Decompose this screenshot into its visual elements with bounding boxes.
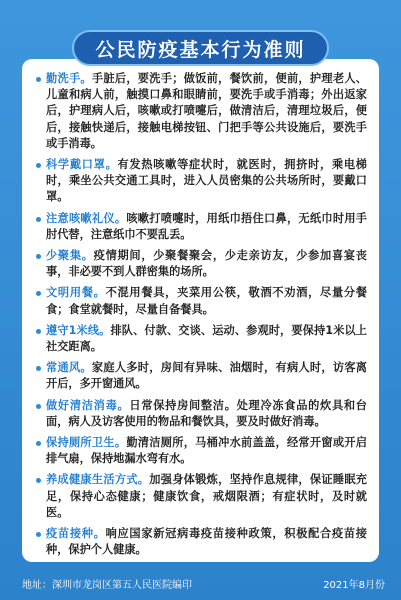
rule-text: 排队、付款、交谈、运动、参观时，要保持1米以上社交距离。 [46, 323, 367, 354]
rule-heading: 常通风。 [46, 361, 92, 375]
rule-heading: 勤洗手。 [46, 72, 92, 85]
rule-heading: 注意咳嗽礼仪。 [46, 211, 127, 225]
bullet-dot-icon [36, 217, 41, 222]
rule-heading: 科学戴口罩。 [46, 158, 118, 172]
rule-text: 疫情期间，少聚餐聚会，少走亲访友，少参加喜宴丧事，非必要不到人群密集的场所。 [46, 249, 367, 279]
bullet-dot-icon [36, 163, 41, 168]
page-title: 公民防疫基本行为准则 [95, 38, 306, 61]
footer-address: 地址：深圳市龙岗区第五人民医院编印 [22, 579, 192, 591]
rules-panel [22, 59, 379, 562]
bullet-dot-icon [36, 77, 41, 82]
rule-text: 加强身体锻炼，坚持作息规律，保证睡眠充足，保持心态健康；健康饮食，戒烟限酒；有症状时，及时就医。 [46, 473, 367, 519]
rule-item [36, 248, 367, 280]
rule-text: 手脏后，要洗手；做饭前，餐饮前，便前，护理老人、儿童和病人前，触摸口鼻和眼睛前，要洗手或手消毒；外出返家后，护理病人后，咳嗽或打喷嚏后，做清洁后，清理垃圾后，便后，接触快递后，接触电梯按钮、门把手等公共设施后，要洗手或手消毒。 [46, 72, 367, 150]
rule-text: 勤清洁厕所，马桶冲水前盖盖，经常开窗或开启排气扇，保持地漏水弯有水。 [46, 436, 367, 466]
bullet-dot-icon [36, 441, 41, 446]
bullet-dot-icon [36, 532, 41, 537]
rule-item [36, 435, 367, 467]
rule-item [36, 360, 367, 392]
rule-heading: 少聚集。 [46, 249, 94, 263]
rule-text: 不混用餐具，夹菜用公筷，敬酒不劝酒，尽量分餐食；食堂就餐时，尽量自备餐具。 [46, 286, 367, 316]
rule-heading: 养成健康生活方式。 [46, 473, 150, 487]
rule-heading: 做好清洁消毒。 [46, 398, 130, 412]
rules-list [36, 71, 367, 558]
rule-text: 响应国家新冠病毒疫苗接种政策，积极配合疫苗接种，保护个人健康。 [46, 527, 367, 557]
bullet-dot-icon [36, 329, 41, 334]
rule-item [36, 398, 367, 430]
rule-heading: 保持厕所卫生。 [46, 436, 127, 450]
rule-text: 日常保持房间整洁。处理冷冻食品的炊具和台面，病人及访客使用的物品和餐饮具，要及时做好消毒。 [46, 398, 367, 428]
rule-item [36, 211, 367, 243]
bullet-dot-icon [36, 291, 41, 296]
bullet-dot-icon [36, 404, 41, 409]
rule-item [36, 157, 367, 206]
rule-heading: 文明用餐。 [46, 286, 106, 300]
rule-text: 家庭人多时，房间有异味、油烟时，有病人时，访客离开后，多开窗通风。 [46, 361, 367, 391]
rule-heading: 遵守1米线。 [46, 323, 111, 337]
rule-heading: 疫苗接种。 [46, 527, 106, 541]
footer-date: 2021年8月份 [323, 579, 385, 591]
rule-item [36, 472, 367, 521]
bullet-dot-icon [36, 254, 41, 259]
rule-item [36, 323, 367, 355]
footer [0, 566, 401, 600]
rule-text: 有发热咳嗽等症状时，就医时，拥挤时，乘电梯时，乘坐公共交通工具时，进入人员密集的公共场所时，要戴口罩。 [46, 158, 367, 204]
title-banner [72, 30, 329, 66]
rule-text: 咳嗽打喷嚏时，用纸巾捂住口鼻，无纸巾时用手肘代替，注意纸巾不要乱丢。 [46, 211, 367, 241]
rule-item [36, 285, 367, 317]
rule-item [36, 526, 367, 558]
bullet-dot-icon [36, 478, 41, 483]
rule-item [36, 71, 367, 152]
bullet-dot-icon [36, 366, 41, 371]
